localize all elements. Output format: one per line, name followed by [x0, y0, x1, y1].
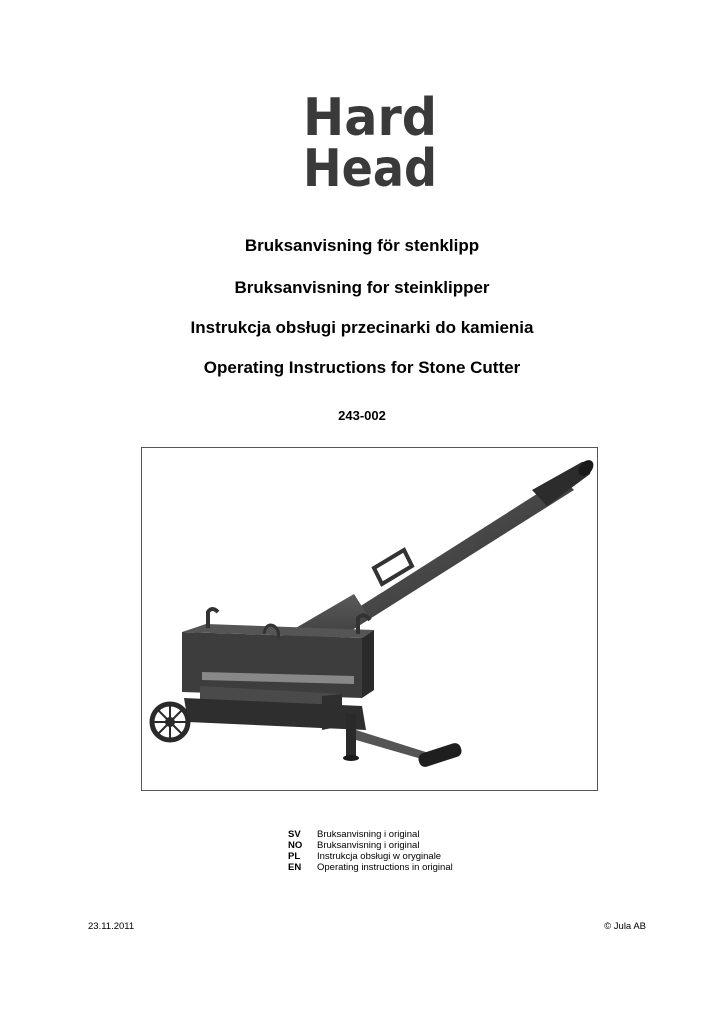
language-row-sv	[288, 829, 453, 840]
logo-line-1: Hard	[303, 88, 437, 148]
language-text: Bruksanvisning i original	[317, 840, 420, 851]
language-code: NO	[288, 840, 303, 851]
language-code: EN	[288, 862, 302, 873]
footer-copyright: © Jula AB	[604, 921, 646, 932]
stone-cutter-illustration	[142, 448, 598, 791]
title-norwegian: Bruksanvisning for steinklipper	[234, 278, 490, 297]
language-text: Bruksanvisning i original	[317, 829, 420, 840]
language-list	[288, 829, 453, 873]
language-row-no	[288, 840, 453, 851]
product-photo	[141, 447, 598, 791]
logo-line-2: Head	[303, 139, 437, 188]
language-row-pl	[288, 851, 453, 862]
brand-logo	[303, 88, 439, 188]
title-english: Operating Instructions for Stone Cutter	[203, 358, 521, 377]
language-code: SV	[288, 829, 301, 840]
language-text: Operating instructions in original	[317, 862, 453, 873]
language-code: PL	[288, 851, 301, 862]
footer-date: 23.11.2011	[88, 921, 135, 932]
model-number: 243-002	[338, 408, 386, 423]
language-text: Instrukcja obsługi w oryginale	[317, 851, 442, 862]
title-swedish: Bruksanvisning för stenklipp	[244, 236, 480, 255]
language-row-en	[288, 862, 453, 873]
title-polish: Instrukcja obsługi przecinarki do kamienia	[190, 318, 534, 337]
